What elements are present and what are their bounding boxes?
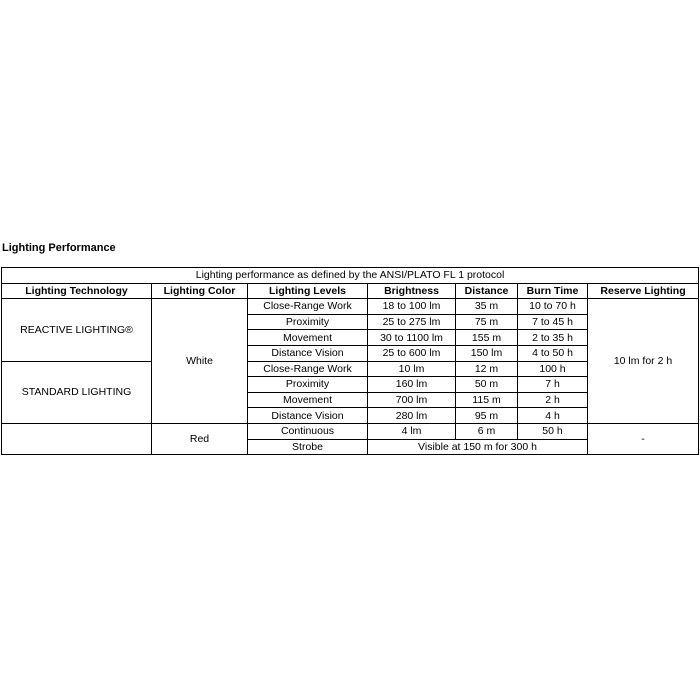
- burn-time-cell: 2 to 35 h: [518, 330, 588, 346]
- level-cell: Close-Range Work: [248, 299, 368, 315]
- level-cell: Continuous: [248, 423, 368, 439]
- distance-cell: 6 m: [456, 423, 518, 439]
- distance-cell: 155 m: [456, 330, 518, 346]
- level-cell: Proximity: [248, 377, 368, 393]
- level-cell: Close-Range Work: [248, 361, 368, 377]
- level-cell: Strobe: [248, 439, 368, 455]
- color-white: White: [152, 299, 248, 424]
- header-brightness: Brightness: [368, 283, 456, 299]
- table-row: [2, 423, 699, 439]
- level-cell: Movement: [248, 392, 368, 408]
- technology-standard: STANDARD LIGHTING: [2, 361, 152, 423]
- brightness-cell: 25 to 275 lm: [368, 314, 456, 330]
- distance-cell: 12 m: [456, 361, 518, 377]
- header-lighting-technology: Lighting Technology: [2, 283, 152, 299]
- brightness-cell: 18 to 100 lm: [368, 299, 456, 315]
- burn-time-cell: 4 h: [518, 408, 588, 424]
- reserve-red: -: [588, 423, 699, 454]
- table-row: [2, 299, 699, 315]
- burn-time-cell: 10 to 70 h: [518, 299, 588, 315]
- level-cell: Proximity: [248, 314, 368, 330]
- distance-cell: 95 m: [456, 408, 518, 424]
- burn-time-cell: 4 to 50 h: [518, 345, 588, 361]
- color-red: Red: [152, 423, 248, 454]
- header-burn-time: Burn Time: [518, 283, 588, 299]
- brightness-cell: 25 to 600 lm: [368, 345, 456, 361]
- level-cell: Distance Vision: [248, 408, 368, 424]
- reserve-white: 10 lm for 2 h: [588, 299, 699, 424]
- burn-time-cell: 7 h: [518, 377, 588, 393]
- header-distance: Distance: [456, 283, 518, 299]
- brightness-cell: 280 lm: [368, 408, 456, 424]
- level-cell: Distance Vision: [248, 345, 368, 361]
- header-lighting-color: Lighting Color: [152, 283, 248, 299]
- burn-time-cell: 2 h: [518, 392, 588, 408]
- distance-cell: 75 m: [456, 314, 518, 330]
- brightness-cell: 30 to 1100 lm: [368, 330, 456, 346]
- burn-time-cell: 100 h: [518, 361, 588, 377]
- burn-time-cell: 50 h: [518, 423, 588, 439]
- header-lighting-levels: Lighting Levels: [248, 283, 368, 299]
- brightness-cell: 4 lm: [368, 423, 456, 439]
- distance-cell: 150 lm: [456, 345, 518, 361]
- distance-cell: 35 m: [456, 299, 518, 315]
- lighting-performance-table: [1, 267, 699, 455]
- header-row: [2, 283, 699, 299]
- strobe-combined-cell: Visible at 150 m for 300 h: [368, 439, 588, 455]
- header-reserve-lighting: Reserve Lighting: [588, 283, 699, 299]
- section-title: Lighting Performance: [2, 242, 116, 254]
- distance-cell: 50 m: [456, 377, 518, 393]
- level-cell: Movement: [248, 330, 368, 346]
- brightness-cell: 700 lm: [368, 392, 456, 408]
- burn-time-cell: 7 to 45 h: [518, 314, 588, 330]
- technology-empty: [2, 423, 152, 454]
- distance-cell: 115 m: [456, 392, 518, 408]
- brightness-cell: 160 lm: [368, 377, 456, 393]
- caption-row: [2, 268, 699, 284]
- table-caption: Lighting performance as defined by the ANSI/PLATO FL 1 protocol: [2, 268, 699, 284]
- technology-reactive: REACTIVE LIGHTING®: [2, 299, 152, 361]
- brightness-cell: 10 lm: [368, 361, 456, 377]
